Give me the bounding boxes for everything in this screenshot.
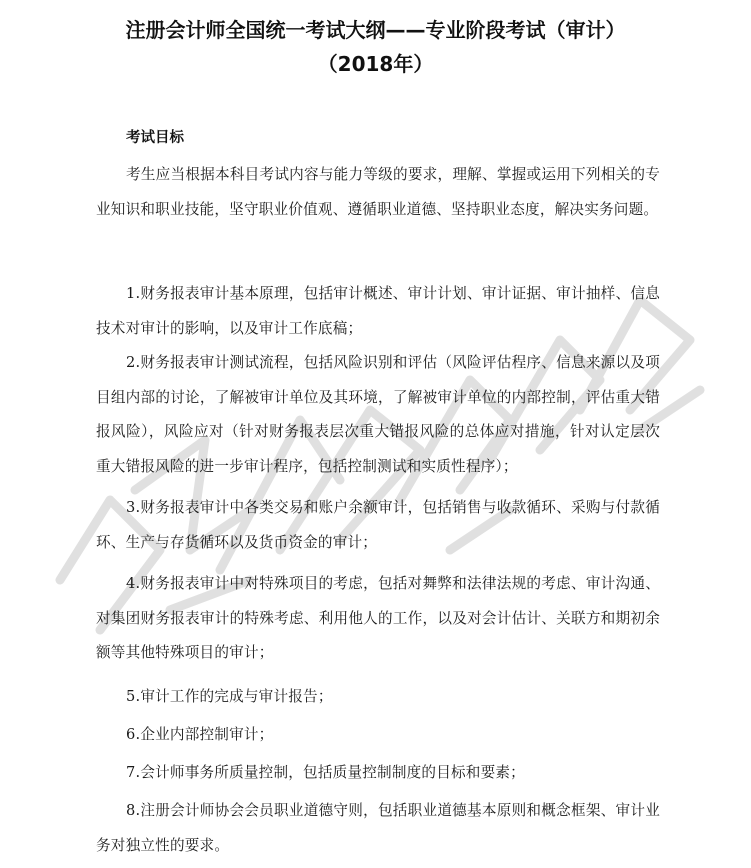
list-item: 4.财务报表审计中对特殊项目的考虑，包括对舞弊和法律法规的考虑、审计沟通、对集团财务报表审计的特殊考虑、利用他人的工作，以及对会计估计、关联方和期初余额等其他特殊项目的审计； (96, 575, 660, 661)
document-subtitle-year: （2018年） (317, 52, 434, 76)
list-item: 2.财务报表审计测试流程，包括风险识别和评估（风险评估程序、信息来源以及项目组内部的讨论，了解被审计单位及其环境，了解被审计单位的内部控制，评估重大错报风险），风险应对（针对财务报表层次重大错报风险的总体应对措施，针对认定层次重大错报风险的进一步审计程序，包括控制测试和实质性程序）； (96, 354, 660, 475)
document-title: 注册会计师全国统一考试大纲——专业阶段考试（审计） (125, 18, 626, 42)
intro-paragraph: 考生应当根据本科目考试内容与能力等级的要求，理解、掌握或运用下列相关的专业知识和职业技能，坚守职业价值观、遵循职业道德、坚持职业态度，解决实务问题。 (96, 166, 660, 218)
list-item: 7.会计师事务所质量控制，包括质量控制制度的目标和要素； (126, 764, 525, 781)
list-item: 8.注册会计师协会会员职业道德守则，包括职业道德基本原则和概念框架、审计业务对独立性的要求。 (96, 802, 660, 854)
list-item: 1.财务报表审计基本原理，包括审计概述、审计计划、审计证据、审计抽样、信息技术对审计的影响，以及审计工作底稿； (96, 285, 660, 337)
list-item: 5.审计工作的完成与审计报告； (126, 688, 333, 705)
list-item: 3.财务报表审计中各类交易和账户余额审计，包括销售与收款循环、采购与付款循环、生产与存货循环以及货币资金的审计； (96, 499, 660, 551)
section-heading: 考试目标 (126, 130, 184, 146)
list-item: 6.企业内部控制审计； (126, 726, 274, 743)
